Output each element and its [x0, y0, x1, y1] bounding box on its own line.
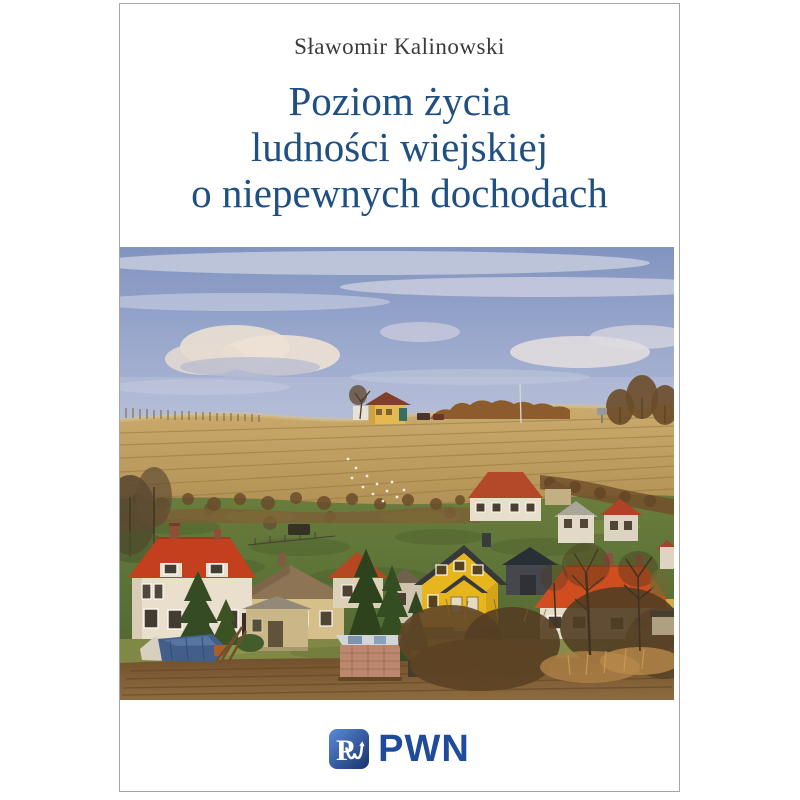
- title-line-3: o niepewnych dochodach: [191, 170, 608, 216]
- author-name: Sławomir Kalinowski: [294, 34, 505, 59]
- village-photo: [120, 247, 674, 700]
- pwn-logo-icon: [329, 729, 369, 769]
- book-title: [120, 78, 679, 216]
- pwn-wordmark: PWN: [378, 728, 470, 770]
- warm-light-overlay: [120, 247, 674, 700]
- title-line-1: Poziom życia: [288, 78, 511, 124]
- publisher-logo: [120, 728, 679, 770]
- book-cover: [119, 3, 680, 792]
- title-line-2: ludności wiejskiej: [250, 124, 549, 170]
- pwn-monogram-p: P: [336, 734, 355, 767]
